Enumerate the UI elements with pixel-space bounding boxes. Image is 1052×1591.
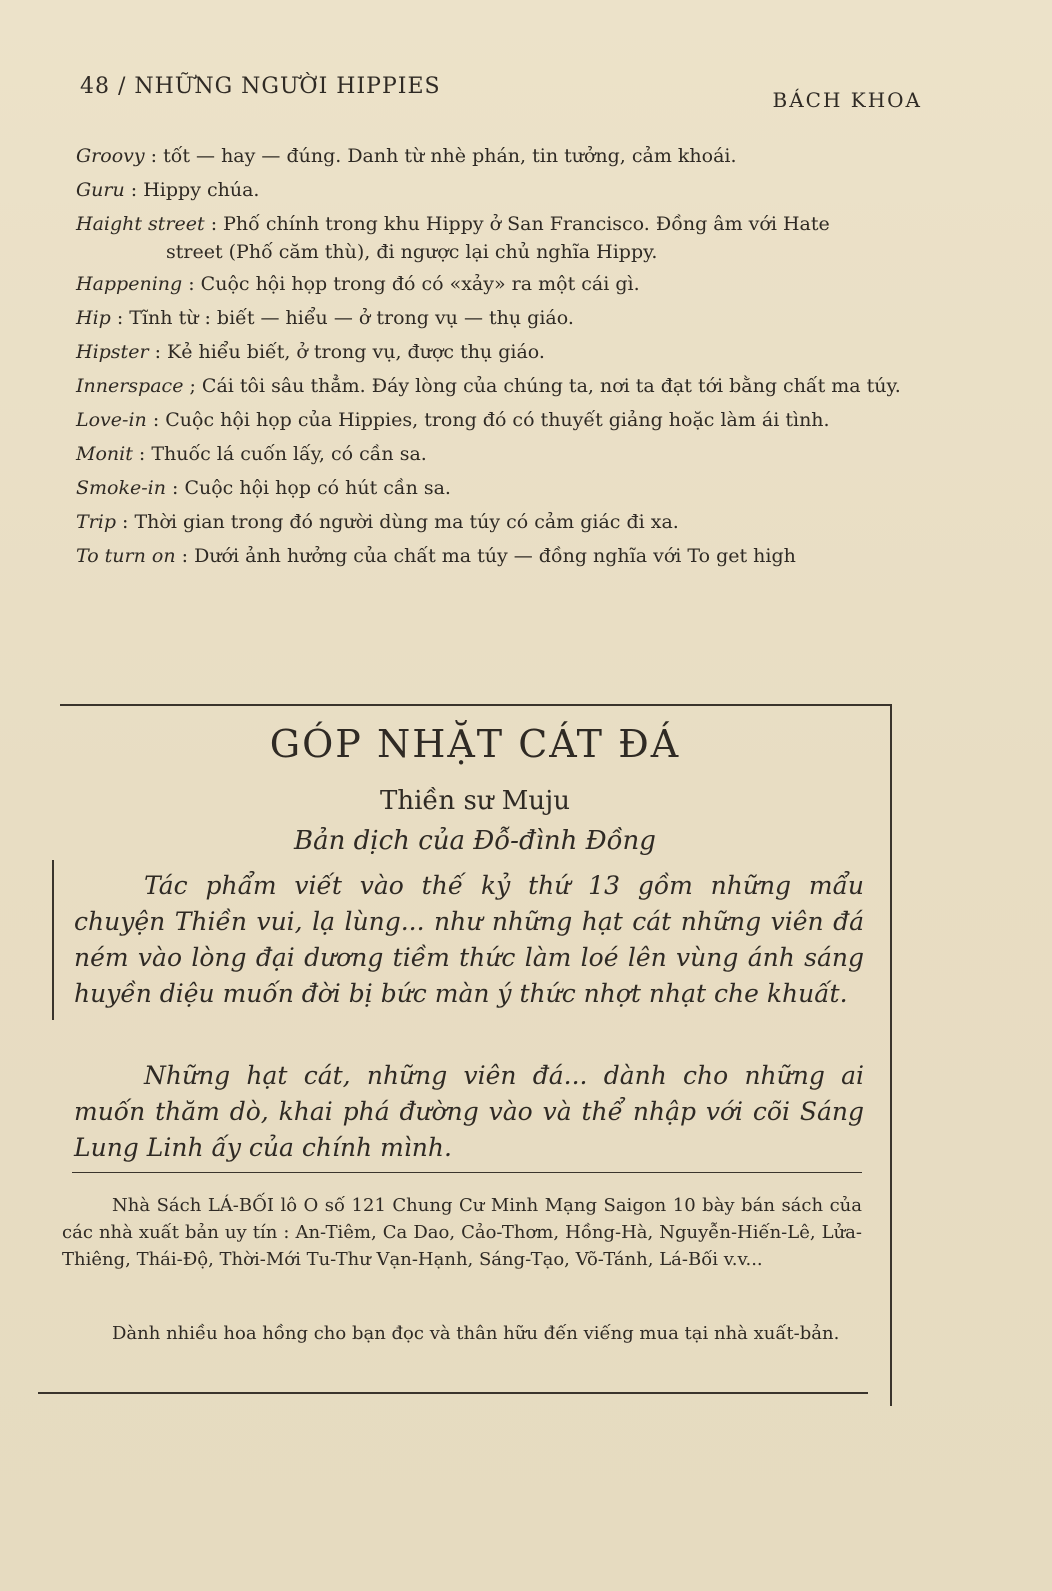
glossary-term: Haight street <box>76 213 205 235</box>
glossary-term: Trip <box>76 511 116 533</box>
glossary-term: To turn on <box>76 545 176 567</box>
glossary-entry <box>76 304 936 338</box>
page-header <box>80 74 922 112</box>
header-right: BÁCH KHOA <box>772 88 922 112</box>
bookstore-notice-2: Dành nhiều hoa hồng cho bạn đọc và thân hữu đến viếng mua tại nhà xuất-bản. <box>112 1323 840 1344</box>
glossary-def: : Kẻ hiểu biết, ở trong vụ, được thụ giáo. <box>154 341 545 363</box>
advert-box-bottom-rule <box>38 1392 868 1394</box>
glossary-entry <box>76 474 936 508</box>
glossary-def: : Cuộc hội họp trong đó có «xảy» ra một cái gì. <box>188 273 640 295</box>
glossary-term: Innerspace <box>76 375 184 397</box>
glossary-def: : Tĩnh từ : biết — hiểu — ở trong vụ — thụ giáo. <box>116 307 574 329</box>
glossary <box>76 142 936 576</box>
advert-box-left-rule <box>52 860 54 1020</box>
glossary-term: Monit <box>76 443 133 465</box>
glossary-def: : Thuốc lá cuốn lấy, có cần sa. <box>138 443 427 465</box>
glossary-def: ; Cái tôi sâu thẳm. Đáy lòng của chúng ta, nơi ta đạt tới bằng chất ma túy. <box>189 375 901 397</box>
book-author: Thiền sư Muju <box>380 786 570 816</box>
glossary-def: : Cuộc hội họp có hút cần sa. <box>172 477 451 499</box>
glossary-term: Love-in <box>76 409 147 431</box>
header-left: 48 / NHỮNG NGƯỜI HIPPIES <box>80 74 441 99</box>
divider <box>72 1172 862 1173</box>
glossary-term: Hipster <box>76 341 149 363</box>
glossary-entry <box>76 338 936 372</box>
glossary-def: : tốt — hay — đúng. Danh từ nhè phán, tin tưởng, cảm khoái. <box>150 145 737 167</box>
glossary-entry-continuation <box>76 238 936 270</box>
glossary-entry <box>76 270 936 304</box>
glossary-term: Groovy <box>76 145 145 167</box>
book-description: Tác phẩm viết vào thế kỷ thứ 13 gồm những mẩu chuyện Thiền vui, lạ lùng... như những hạt cát những viên đá ném vào lòng đại dương tiềm thức làm loé lên vùng ánh sáng huyền diệu muốn đời bị bức màn ý thức nhợt nhạt che khuất. <box>74 871 864 1008</box>
glossary-term: Happening <box>76 273 183 295</box>
glossary-def: : Thời gian trong đó người dùng ma túy có cảm giác đi xa. <box>122 511 679 533</box>
bookstore-notice: Nhà Sách LÁ-BỐI lô O số 121 Chung Cư Minh Mạng Saigon 10 bày bán sách của các nhà xuất bản uy tín : An-Tiêm, Ca Dao, Cảo-Thơm, Hồng-Hà, Nguyễn-Hiến-Lê, Lửa-Thiêng, Thái-Độ, Thời-Mới Tu-Thư Vạn-Hạnh, Sáng-Tạo, Võ-Tánh, Lá-Bối v.v... <box>62 1195 862 1270</box>
glossary-def: : Hippy chúa. <box>130 179 260 201</box>
glossary-term: Smoke-in <box>76 477 166 499</box>
glossary-entry <box>76 406 936 440</box>
glossary-entry <box>76 508 936 542</box>
glossary-entry <box>76 542 936 576</box>
glossary-def: : Phố chính trong khu Hippy ở San Francisco. Đồng âm với Hate <box>210 213 830 235</box>
book-title: GÓP NHẶT CÁT ĐÁ <box>269 722 681 766</box>
glossary-term: Guru <box>76 179 125 201</box>
book-description-2: Những hạt cát, những viên đá... dành cho những ai muốn thăm dò, khai phá đường vào và thể nhập với cõi Sáng Lung Linh ấy của chính mình. <box>74 1061 864 1162</box>
glossary-entry <box>76 372 936 406</box>
glossary-entry <box>76 440 936 474</box>
glossary-term: Hip <box>76 307 111 329</box>
glossary-def: : Dưới ảnh hưởng của chất ma túy — đồng nghĩa với To get high <box>181 545 796 567</box>
glossary-entry <box>76 176 936 210</box>
glossary-def: street (Phố căm thù), đi ngược lại chủ nghĩa Hippy. <box>166 241 658 263</box>
glossary-entry <box>76 142 936 176</box>
book-translator: Bản dịch của Đỗ-đình Đồng <box>294 826 656 856</box>
glossary-def: : Cuộc hội họp của Hippies, trong đó có thuyết giảng hoặc làm ái tình. <box>152 409 830 431</box>
